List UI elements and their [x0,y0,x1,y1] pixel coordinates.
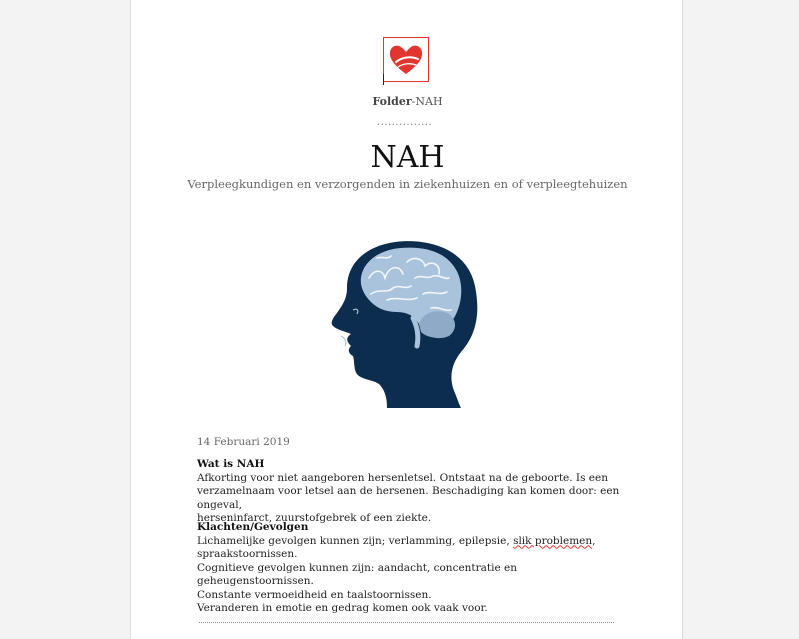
paragraph-line [197,535,627,549]
document-date: 14 Februari 2019 [197,436,290,448]
paragraph-line: spraakstoornissen. [197,548,298,560]
document-subtitle: Verpleegkundigen en verzorgenden in ziekenhuizen en of verpleegtehuizen [187,177,628,191]
section-heading: Wat is NAH [197,458,265,470]
paragraph-line: Cognitieve gevolgen kunnen zijn: aandacht, concentratie en geheugenstoornissen. [197,561,518,587]
folder-label-rest: -NAH [411,95,443,108]
paragraph-line: herseninfarct, zuurstofgebrek of een ziekte. [197,512,432,524]
section-wat-is-nah [197,458,627,526]
document-page[interactable] [130,0,683,639]
short-divider: ............... [377,117,433,128]
paragraph-line: verzamelnaam voor letsel aan de hersenen. Beschadiging kan komen door: een ongeval, [197,485,620,511]
head-brain-icon [327,238,487,414]
long-divider [199,622,614,623]
section-heading: Klachten/Gevolgen [197,521,309,533]
paragraph-line: Constante vermoeidheid en taalstoornissen. [197,588,432,601]
folder-label [131,95,684,108]
document-title: NAH [370,140,445,175]
spellcheck-flagged-word[interactable]: slik problemen [513,534,593,547]
logo-frame[interactable] [383,37,429,82]
paragraph-text: , [592,534,596,547]
text-cursor [383,74,384,85]
heart-icon [387,41,425,78]
paragraph-text: Lichamelijke gevolgen kunnen zijn; verlamming, epilepsie, [197,534,514,547]
paragraph-line: Afkorting voor niet aangeboren hersenletsel. Ontstaat na de geboorte. Is een [197,471,608,484]
paragraph-line: Veranderen in emotie en gedrag komen ook vaak voor. [197,602,488,614]
folder-label-bold: Folder [372,95,412,108]
section-klachten-gevolgen [197,521,627,616]
